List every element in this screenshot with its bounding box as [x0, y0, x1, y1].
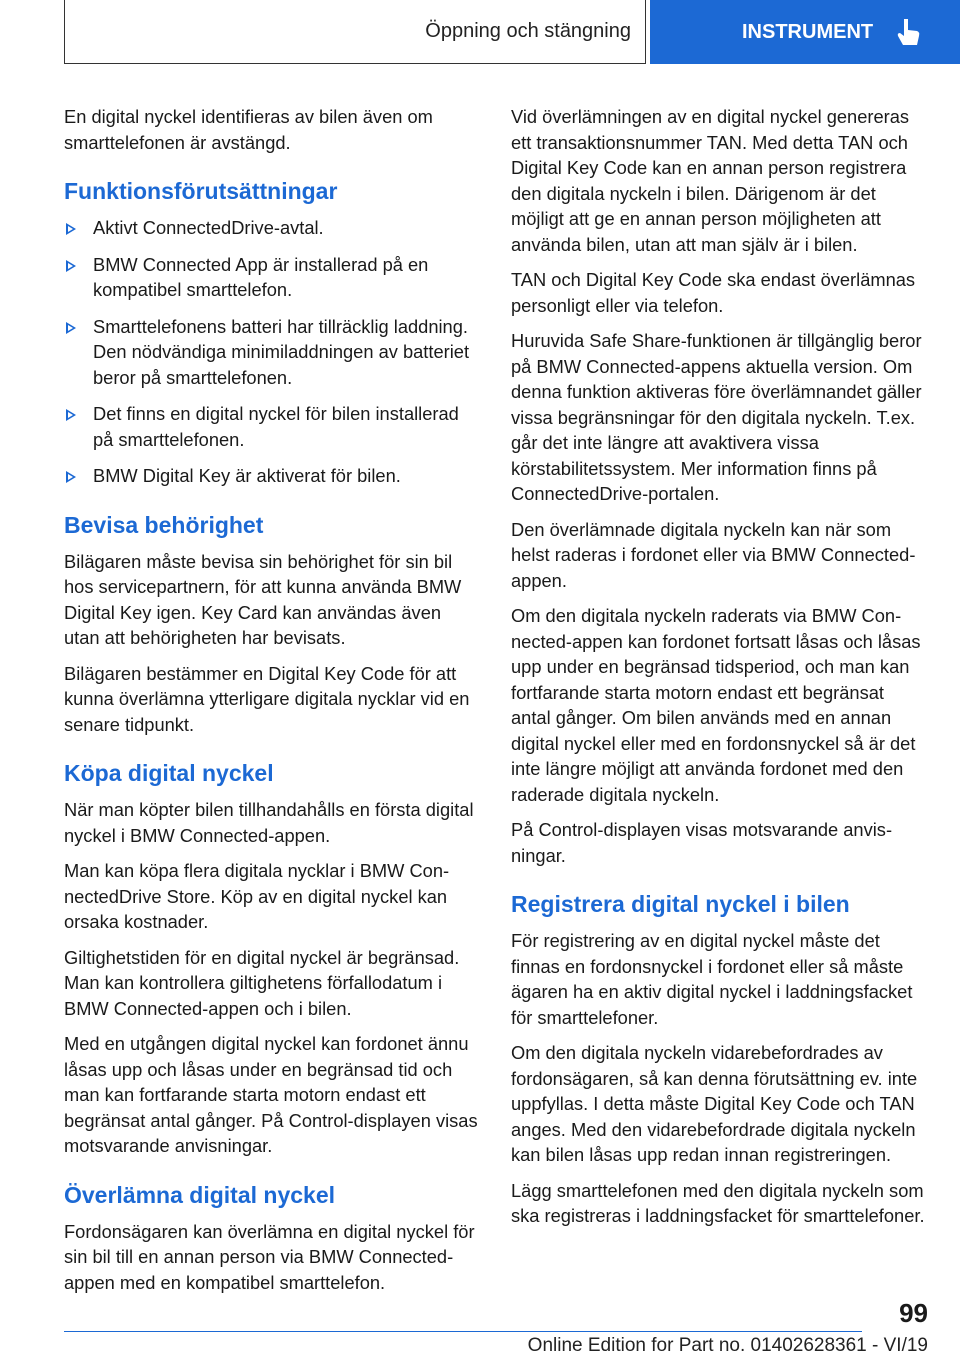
- heading-requirements: Funktionsförutsättningar: [64, 178, 338, 204]
- heading-handover: Överlämna digital nyckel: [64, 1181, 336, 1208]
- paragraph: Man kan köpa flera digitala nycklar i BMW ConnectedDrive Store. Köp av en digital nyckel kan orsaka kostnader.: [64, 860, 450, 932]
- paragraph: På Control-displayen visas motsvarande anvisningar.: [511, 819, 893, 866]
- triangle-bullet-icon: [66, 322, 76, 334]
- heading-register: Registrera digital nyckel i bilen: [511, 891, 850, 917]
- section-title: Öppning och stängning: [64, 0, 646, 64]
- paragraph: Huruvida Safe Share-funktionen är tillgänglig beror på BMW Connected-appens aktuella version. Om denna funktion aktiveras före överlämnandet gäller vissa begränsningar för den digitala nyckeln. T.ex. går det inte längre att avaktivera vissa körstabilitetssystem. Mer information finns på ConnectedDrive-portalen.: [511, 330, 922, 504]
- footer-edition: Online Edition for Part no. 01402628361 - VI/19: [527, 1335, 928, 1356]
- list-item: Det finns en digital nyckel för bilen installerad på smarttelefonen.: [64, 401, 480, 452]
- footer-divider: [64, 1331, 862, 1332]
- paragraph: Bilägaren måste bevisa sin behörighet för sin bil hos servicepartnern, för att kunna använda BMW Digital Key igen. Key Card kan användas även utan att behörigheten har bevisats.: [64, 550, 462, 648]
- chapter-tab[interactable]: [650, 0, 960, 64]
- heading-buy: Köpa digital nyckel: [64, 760, 274, 786]
- list-item: Smarttelefonens batteri har tillräcklig laddning. Den nödvändiga minimiladdningen av batteriet beror på smarttelefonen.: [64, 314, 480, 391]
- left-column: [64, 104, 480, 1305]
- right-column: [511, 104, 927, 1239]
- list-item: BMW Connected App är installerad på en kompatibel smarttelefon.: [64, 252, 480, 303]
- list-item: BMW Digital Key är aktiverat för bilen.: [64, 463, 480, 489]
- paragraph: Med en utgången digital nyckel kan fordonet ännu låsas upp och låsas under en begränsad tid och man kan fortfarande starta motorn endast ett begränsat antal gånger. På Control-displayen visas motsvarande anvisningar.: [64, 1033, 478, 1156]
- triangle-bullet-icon: [66, 223, 76, 235]
- paragraph: Den överlämnade digitala nyckeln kan när som helst raderas i fordonet eller via BMW Connected-appen.: [511, 518, 916, 591]
- hand-pointer-icon: [895, 17, 921, 47]
- paragraph: Om den digitala nyckeln vidarebefordrades av fordonsägaren, så kan denna förutsättning ev. inte uppfyllas. I detta måste Digital Key Code och TAN anges. Med den vidarebefordrade digitala nyckeln kan bilen låsas upp redan innan registreringen.: [511, 1042, 918, 1165]
- heading-authorization: Bevisa behörighet: [64, 511, 264, 538]
- paragraph: Om den digitala nyckeln raderats via BMW Connected-appen kan fordonet fortsatt låsas och låsas upp under en begränsad tidsperiod, och man kan fortfarande starta motorn endast ett begränsat antal gånger. Om bilen används med en annan digital nyckel eller med en fordonsnyckel så är det inte längre möjligt att använda fordonet med den raderade digitala nyckeln.: [511, 605, 921, 805]
- triangle-bullet-icon: [66, 260, 76, 272]
- paragraph: Vid överlämningen av en digital nyckel genereras ett transaktionsnummer TAN. Med detta TAN och Digital Key Code kan en annan person registrera den digitala nyckeln i bilen. Därigenom är det möjligt att ge en annan person möjligheten att använda bilen, utan att man själv är i bilen.: [511, 106, 910, 255]
- triangle-bullet-icon: [66, 409, 76, 421]
- chapter-tab-label: INSTRUMENT: [742, 20, 874, 43]
- paragraph: Giltighetstiden för en digital nyckel är begränsad. Man kan kontrollera giltighetens förfallodatum i BMW Connected-appen och i bilen.: [64, 946, 460, 1019]
- paragraph: Bilägaren bestämmer en Digital Key Code för att kunna överlämna ytterligare digitala nycklar vid en senare tidpunkt.: [64, 662, 470, 735]
- paragraph: Fordonsägaren kan överlämna en digital nyckel för sin bil till en annan person via BMW Connected-appen med en kompatibel smarttelefon.: [64, 1220, 475, 1293]
- requirements-list: [64, 215, 480, 489]
- paragraph: TAN och Digital Key Code ska endast överlämnas personligt eller via telefon.: [511, 269, 916, 316]
- triangle-bullet-icon: [66, 471, 76, 483]
- intro-paragraph: En digital nyckel identifieras av bilen även om smarttelefonen är avstängd.: [64, 106, 433, 153]
- page-header: [64, 0, 960, 66]
- list-item: Aktivt ConnectedDrive-avtal.: [64, 215, 480, 241]
- page-number: 99: [899, 1298, 928, 1328]
- paragraph: Lägg smarttelefonen med den digitala nyckeln som ska registreras i laddningsfacket för smarttelefoner.: [511, 1179, 925, 1226]
- paragraph: För registrering av en digital nyckel måste det finnas en fordonsnyckel i fordonet eller så måste ägaren ha en aktiv digital nyckel i laddningsfacket för smarttelefoner.: [511, 930, 913, 1028]
- paragraph: När man köpter bilen tillhandahålls en första digital nyckel i BMW Connected-appen.: [64, 799, 474, 846]
